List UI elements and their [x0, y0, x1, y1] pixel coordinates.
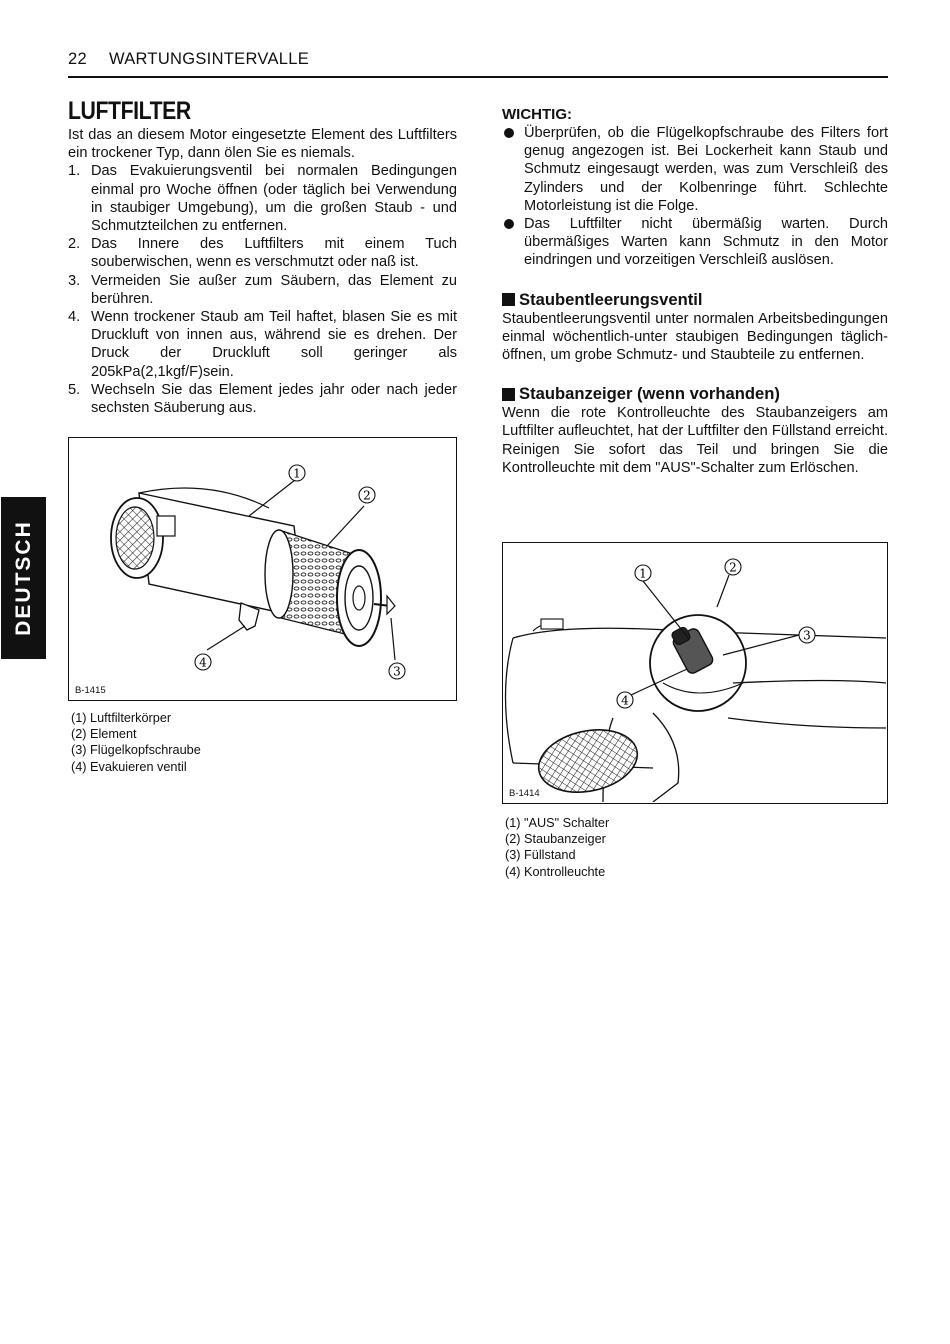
legend-item: (4) Kontrolleuchte	[505, 864, 606, 879]
svg-text:1: 1	[639, 566, 647, 581]
svg-text:4: 4	[621, 693, 629, 708]
step-text: Wenn trockener Staub am Teil haftet, blasen Sie es mit Druckluft von innen aus, während sie es drehen. Der Druck der Druckluft soll geringer als 205kPa(2,1kgf/F)sein.	[91, 309, 457, 380]
left-column	[68, 96, 457, 417]
callout-3	[389, 663, 405, 679]
svg-text:3: 3	[803, 628, 811, 643]
pipe-mesh	[533, 721, 643, 800]
right-figure-legend	[505, 815, 609, 880]
list-item	[68, 381, 457, 417]
step-number: 3.	[68, 272, 81, 289]
bullet-dot-icon	[504, 219, 514, 229]
section-paragraph: Staubentleerungsventil unter normalen Arbeitsbedingungen einmal wöchentlich-unter staubigen Bedingungen täglich-öffnen, um grobe Schmutz- und Staubteile zu entfernen.	[502, 310, 888, 364]
callout-2	[359, 487, 375, 503]
list-item: Überprüfen, ob die Flügelkopfschraube des Filters fort genug angezogen ist. Bei Lockerheit kann Staub und Schmutz eingesaugt werden, was zum Verschleiß des Zylinders und der Kolbenringe führt. Schlechte Motorleistung ist die Folge.	[502, 124, 888, 215]
wing-bolt	[387, 596, 395, 614]
step-text: Das Innere des Luftfilters mit einem Tuch souberwischen, wenn es verschmutzt oder naß ist.	[91, 236, 457, 271]
list-item	[68, 162, 457, 235]
step-number: 2.	[68, 236, 81, 253]
section-heading: Staubanzeiger (wenn vorhanden)	[502, 384, 888, 404]
maintenance-steps	[68, 162, 457, 417]
svg-text:3: 3	[393, 664, 401, 679]
step-number: 4.	[68, 309, 81, 326]
svg-text:4: 4	[199, 655, 207, 670]
dust-indicator-figure	[502, 542, 888, 804]
legend-item: (1) Luftfilterkörper	[71, 711, 172, 725]
callout-2	[725, 559, 741, 575]
step-number: 5.	[68, 381, 81, 398]
left-figure-legend	[71, 710, 201, 775]
square-bullet-icon	[502, 293, 515, 306]
legend-item: (3) Flügelkopfschraube	[71, 743, 201, 758]
important-bullets	[502, 124, 888, 270]
svg-text:2: 2	[363, 488, 371, 503]
air-filter-figure	[68, 437, 457, 701]
section-heading: Staubentleerungsventil	[502, 290, 888, 310]
callout-1	[289, 465, 305, 481]
air-filter-illustration	[69, 438, 455, 699]
callout-1	[635, 565, 651, 581]
dust-indicator-illustration	[503, 543, 886, 802]
page-number: 22	[68, 50, 87, 68]
language-tab	[1, 497, 46, 659]
legend-item: (2) Element	[71, 727, 137, 742]
list-item	[68, 272, 457, 308]
section-title: WARTUNGSINTERVALLE	[108, 50, 310, 68]
svg-text:1: 1	[293, 466, 301, 481]
important-label: WICHTIG:	[502, 106, 572, 123]
svg-text:2: 2	[729, 560, 737, 575]
figure-code: B-1415	[75, 685, 106, 696]
step-text: Das Evakuierungsventil bei normalen Bedingungen einmal pro Woche öffnen (oder täglich bei Verwendung in staubiger Umgebung), um die großen Staub - und Schmutzteilchen zu entfernen.	[91, 163, 457, 235]
step-text: Wechseln Sie das Element jedes jahr oder nach jeder sechsten Säuberung aus.	[91, 381, 457, 417]
list-item	[68, 308, 457, 381]
figure-code: B-1414	[509, 788, 540, 799]
callout-4	[617, 692, 633, 708]
legend-item: (3) Füllstand	[505, 848, 576, 863]
list-item: Das Luftfilter nicht übermäßig warten. Durch übermäßiges Warten kann Schmutz in den Motor eindringen und vorzeitigen Verschleiß auslösen.	[502, 215, 888, 270]
callout-3	[799, 627, 815, 643]
square-bullet-icon	[502, 388, 515, 401]
right-column	[502, 106, 888, 477]
legend-item: (1) "AUS" Schalter	[505, 816, 610, 830]
list-item	[68, 235, 457, 271]
legend-item: (2) Staubanzeiger	[505, 832, 606, 847]
step-number: 1.	[68, 163, 81, 180]
bullet-dot-icon	[504, 128, 514, 138]
language-tab-label: DEUTSCH	[11, 520, 35, 636]
page-header	[68, 50, 888, 78]
step-text: Vermeiden Sie außer zum Säubern, das Element zu berühren.	[91, 272, 457, 307]
legend-item: (4) Evakuieren ventil	[71, 759, 187, 774]
inlet-mesh	[116, 507, 154, 569]
section-paragraph: Wenn die rote Kontrolleuchte des Staubanzeigers am Luftfilter aufleuchtet, hat der Luftfilter den Füllstand erreicht. Reinigen Sie sofort das Teil und bringen Sie die Kontrolleuchte mit dem "AUS"-Schalter zum Erlöschen.	[502, 405, 888, 476]
page-title: LUFTFILTER	[68, 97, 191, 125]
intro-paragraph: Ist das an diesem Motor eingesetzte Element des Luftfilters ein trockener Typ, dann ölen Sie es niemals.	[68, 127, 457, 162]
callout-4	[195, 654, 211, 670]
